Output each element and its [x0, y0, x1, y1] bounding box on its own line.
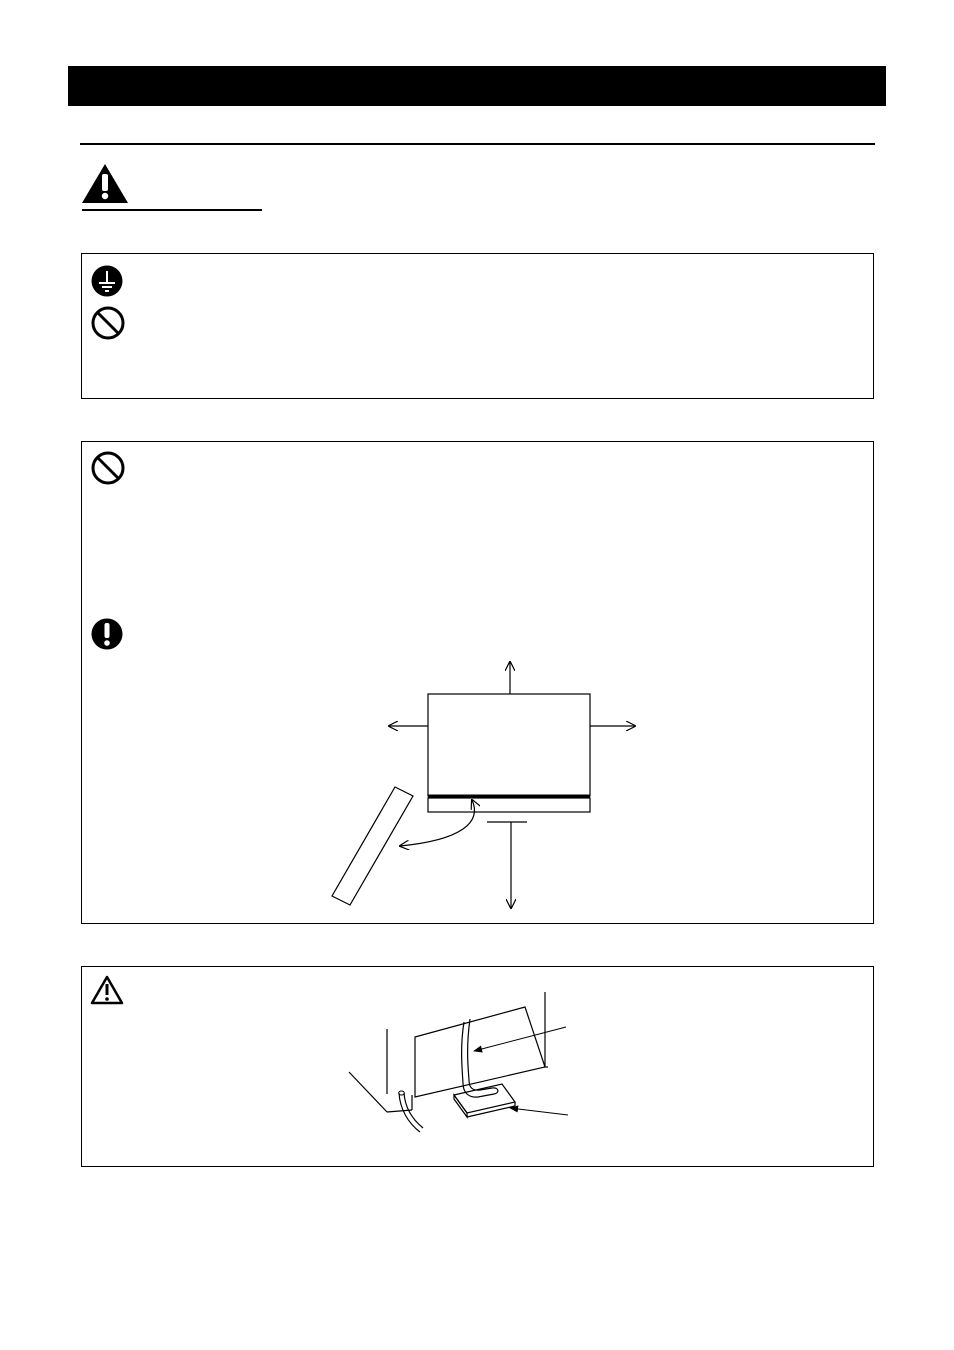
- drain-diagram: [82, 967, 873, 1166]
- header-bar: [68, 66, 886, 106]
- section-rule: [80, 143, 875, 145]
- warning-triangle-icon: [80, 163, 130, 205]
- electrical-warning-panel: [81, 253, 874, 399]
- ground-icon: [91, 265, 123, 297]
- prohibited-icon: [91, 306, 125, 340]
- warning-underline: [82, 209, 262, 211]
- clearance-diagram: [82, 442, 873, 923]
- warning-heading: [80, 163, 262, 211]
- installation-warning-panel: [81, 441, 874, 924]
- drain-caution-panel: [81, 966, 874, 1167]
